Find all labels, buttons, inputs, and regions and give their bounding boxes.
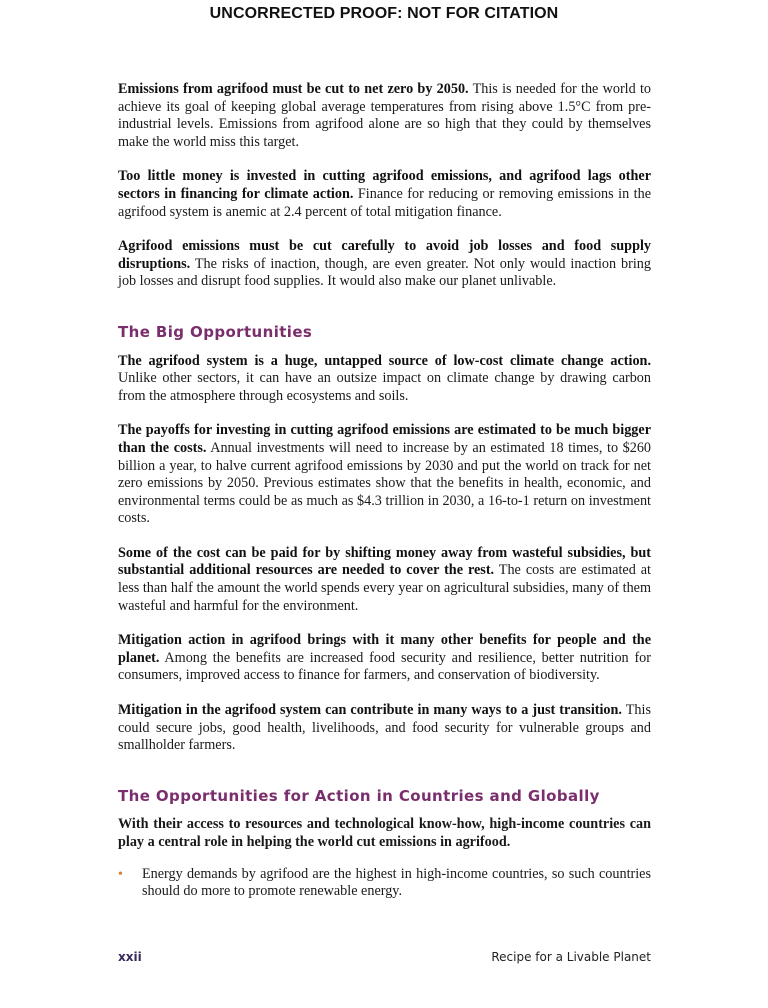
bullet-icon: • — [118, 866, 123, 882]
paragraph-text: The risks of inaction, though, are even greater. Not only would inaction bring job losses and disrupt food supplies. It would also make our planet unlivable. — [118, 255, 651, 290]
paragraph-lead: The agrifood system is a huge, untapped source of low-cost climate change action. — [118, 352, 651, 369]
paragraph-lead: Mitigation in the agrifood system can contribute in many ways to a just transition. — [118, 702, 622, 719]
paragraph — [118, 168, 651, 221]
paragraph-text: This could secure jobs, good health, livelihoods, and food security for vulnerable groups and smallholder farmers. — [118, 702, 651, 754]
page-number: xxii — [118, 950, 142, 964]
section-lead: With their access to resources and technological know-how, high-income countries can play a central role in helping the world cut emissions in agrifood. — [118, 816, 651, 850]
paragraph — [118, 632, 651, 685]
paragraph-lead: The payoffs for investing in cutting agrifood emissions are estimated to be much bigger than the costs. — [118, 422, 651, 456]
page-footer — [118, 950, 651, 968]
paragraph-lead: Too little money is invested in cutting agrifood emissions, and agrifood lags other sectors in financing for climate action. — [118, 168, 651, 202]
paragraph-lead: Emissions from agrifood must be cut to net zero by 2050. — [118, 81, 469, 97]
paragraph-text: Unlike other sectors, it can have an outsize impact on climate change by drawing carbon from the atmosphere through ecosystems and soils. — [118, 370, 651, 404]
section-heading-opportunities-for-action: The Opportunities for Action in Countries and Globally — [118, 786, 600, 805]
running-title: Recipe for a Livable Planet — [491, 950, 651, 964]
list-item-text: Energy demands by agrifood are the highest in high-income countries, so such countries should do more to promote renewable energy. — [142, 865, 651, 900]
paragraph — [118, 422, 651, 528]
paragraph-lead: Mitigation action in agrifood brings with it many other benefits for people and the planet. — [118, 632, 651, 666]
paragraph-text: This is needed for the world to achieve its goal of keeping global average temperatures from rising above 1.5°C from pre-industrial levels. Emissions from agrifood alone are so high that they could by themselves make the world miss this target. — [118, 81, 651, 150]
list-item — [118, 866, 651, 901]
paragraph — [118, 545, 651, 615]
paragraph — [118, 81, 651, 151]
paragraph — [118, 353, 651, 406]
paragraph-text: Among the benefits are increased food security and resilience, better nutrition for consumers, improved access to finance for farmers, and conservation of biodiversity. — [118, 649, 651, 684]
page-body — [118, 81, 651, 901]
paragraph-text: Annual investments will need to increase by an estimated 18 times, to $260 billion a year, to halve current agrifood emissions by 2030 and put the world on track for net zero emissions by 2050. Previous estimates show that the benefits in health, economic, and environmental terms could be as much as $4.3 trillion in 2030, a 16-to-1 return on investment costs. — [118, 439, 652, 527]
paragraph — [118, 238, 651, 291]
paragraph-text: The costs are estimated at less than half the amount the world spends every year on agricultural subsidies, many of them wasteful and harmful for the environment. — [118, 562, 651, 614]
paragraph-lead: Agrifood emissions must be cut carefully to avoid job losses and food supply disruptions. — [118, 238, 651, 272]
paragraph-text: Finance for reducing or removing emissions in the agrifood system is anemic at 2.4 percent of total mitigation finance. — [118, 185, 651, 220]
paragraph — [118, 702, 651, 755]
paragraph-lead: Some of the cost can be paid for by shifting money away from wasteful subsidies, but substantial additional resources are needed to cover the rest. — [118, 544, 651, 579]
proof-notice: UNCORRECTED PROOF: NOT FOR CITATION — [209, 5, 559, 22]
section-heading-big-opportunities: The Big Opportunities — [118, 322, 313, 341]
